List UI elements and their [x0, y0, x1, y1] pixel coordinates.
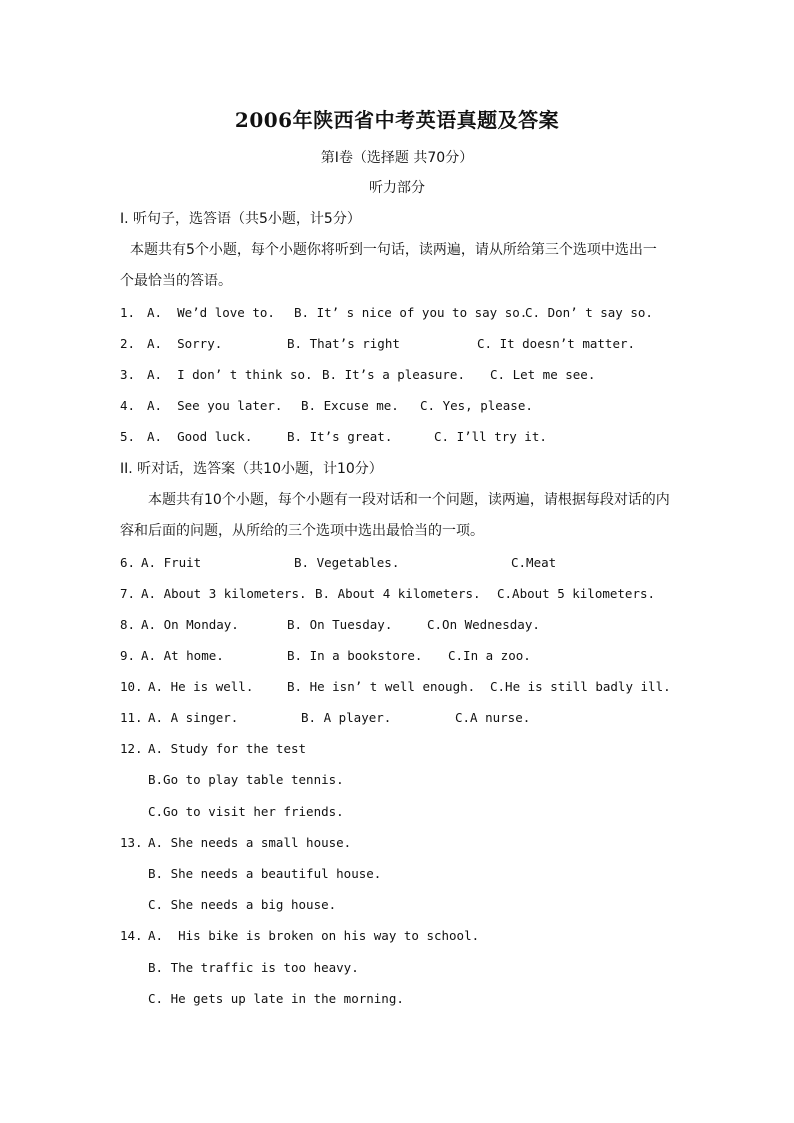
- option-b: B. She needs a beautiful house.: [148, 866, 382, 881]
- question-number: 5.: [120, 429, 136, 444]
- option-c: C.About 5 kilometers.: [497, 586, 656, 601]
- option-c: C. Let me see.: [490, 367, 596, 382]
- question-number: 2.: [120, 336, 136, 351]
- section2-intro-line1: 本题共有10个小题，每个小题有一段对话和一个问题，读两遍，请根据每段对话的内: [148, 492, 670, 508]
- option-c: C.A nurse.: [455, 710, 531, 725]
- section2-heading: II. 听对话，选答案（共10小题，计10分）: [120, 461, 383, 477]
- option-a: A. He is well.: [148, 679, 254, 694]
- listening-heading: 听力部分: [369, 180, 425, 196]
- option-b: B. That’s right: [287, 336, 400, 351]
- option-a: A. Fruit: [141, 555, 202, 570]
- question-number: 6.: [120, 555, 136, 570]
- option-a: A. See you later.: [147, 398, 283, 413]
- section2-intro-line2: 容和后面的问题，从所给的三个选项中选出最恰当的一项。: [120, 523, 484, 539]
- option-a: A. His bike is broken on his way to school.: [148, 928, 480, 943]
- option-c: C. Yes, please.: [420, 398, 533, 413]
- option-c: C. It doesn’t matter.: [477, 336, 636, 351]
- option-a: A. Study for the test: [148, 741, 307, 756]
- question-number: 14.: [120, 928, 143, 943]
- option-c: C. I’ll try it.: [434, 429, 547, 444]
- section1-heading: I. 听句子，选答语（共5小题，计5分）: [120, 211, 361, 227]
- question-number: 3.: [120, 367, 136, 382]
- question-number: 12.: [120, 741, 143, 756]
- option-b: B. The traffic is too heavy.: [148, 960, 359, 975]
- option-a: A. Sorry.: [147, 336, 223, 351]
- option-a: A. About 3 kilometers.: [141, 586, 307, 601]
- question-number: 13.: [120, 835, 143, 850]
- option-b: B. Vegetables.: [294, 555, 400, 570]
- option-b: B. About 4 kilometers.: [315, 586, 481, 601]
- question-number: 10.: [120, 679, 143, 694]
- option-c: C. Don’ t say so.: [525, 305, 653, 320]
- page-title: 2006年陕西省中考英语真题及答案: [234, 108, 560, 132]
- option-c: C. She needs a big house.: [148, 897, 337, 912]
- option-b: B. Excuse me.: [301, 398, 399, 413]
- option-b: B.Go to play table tennis.: [148, 772, 344, 787]
- paper-part-heading: 第Ⅰ卷（选择题 共70分）: [320, 150, 474, 166]
- option-b: B. On Tuesday.: [287, 617, 393, 632]
- option-a: A. She needs a small house.: [148, 835, 352, 850]
- question-number: 4.: [120, 398, 136, 413]
- option-c: C.Go to visit her friends.: [148, 804, 344, 819]
- option-b: B. He isn’ t well enough.: [287, 679, 476, 694]
- question-number: 7.: [120, 586, 136, 601]
- option-a: A. We’d love to.: [147, 305, 275, 320]
- section1-intro-line2: 个最恰当的答语。: [120, 273, 232, 289]
- question-number: 11.: [120, 710, 143, 725]
- question-number: 8.: [120, 617, 136, 632]
- question-number: 1.: [120, 305, 136, 320]
- option-b: B. It’ s nice of you to say so.: [294, 305, 528, 320]
- option-b: B. A player.: [301, 710, 392, 725]
- option-a: A. I don’ t think so.: [147, 367, 313, 382]
- option-a: A. Good luck.: [147, 429, 253, 444]
- option-b: B. It’s a pleasure.: [322, 367, 465, 382]
- option-c: C.He is still badly ill.: [490, 679, 671, 694]
- option-c: C.On Wednesday.: [427, 617, 540, 632]
- option-a: A. On Monday.: [141, 617, 239, 632]
- section1-intro-line1: 本题共有5个小题，每个小题你将听到一句话，读两遍，请从所给第三个选项中选出一: [130, 242, 657, 258]
- option-b: B. In a bookstore.: [287, 648, 423, 663]
- option-c: C.Meat: [511, 555, 557, 570]
- option-a: A. A singer.: [148, 710, 239, 725]
- option-c: C.In a zoo.: [448, 648, 531, 663]
- option-b: B. It’s great.: [287, 429, 393, 444]
- option-a: A. At home.: [141, 648, 224, 663]
- question-number: 9.: [120, 648, 136, 663]
- option-c: C. He gets up late in the morning.: [148, 991, 404, 1006]
